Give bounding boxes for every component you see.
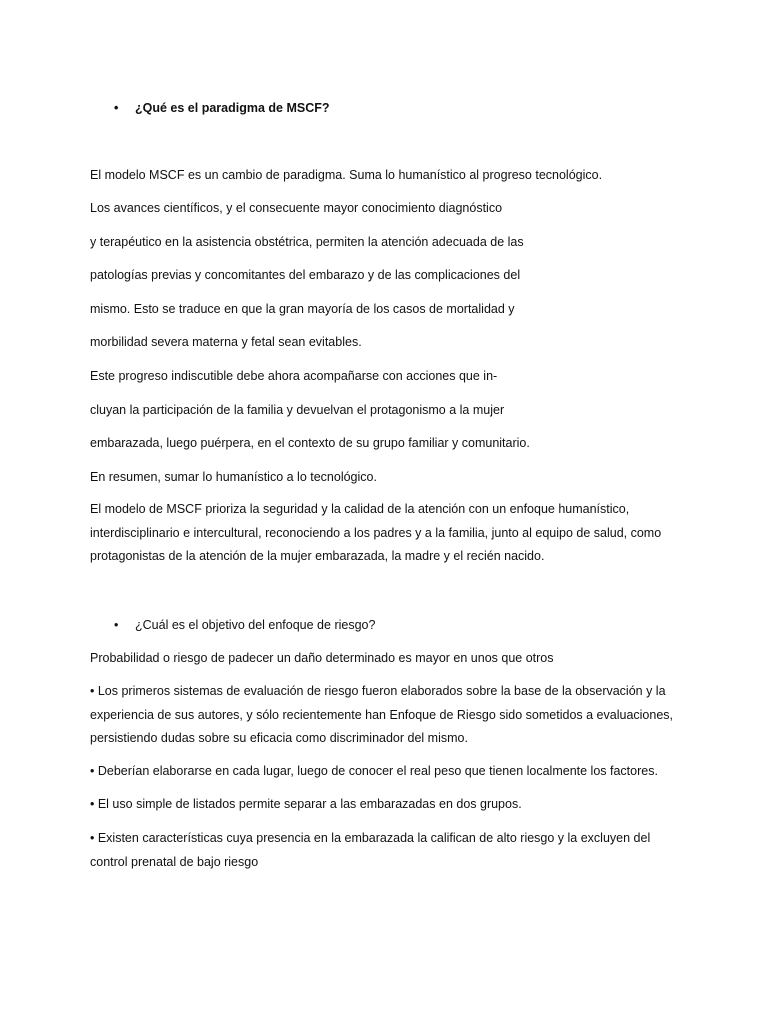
list-item: • Existen características cuya presencia en la embarazada la califican de alto riesgo y la excluyen del control prenatal de bajo riesgo	[90, 831, 651, 869]
section2-intro: Probabilidad o riesgo de padecer un daño determinado es mayor en unos que otros	[90, 651, 554, 665]
list-item: • Deberían elaborarse en cada lugar, luego de conocer el real peso que tienen localmente los factores.	[90, 764, 658, 778]
section1-paragraph: El modelo de MSCF prioriza la seguridad y la calidad de la atención con un enfoque humanístico, interdisciplinario e intercultural, reconociendo a los padres y a la familia, junto al equipo de salud, como protagonistas de la atención de la mujer embarazada, la madre y el recién nacido.	[90, 502, 662, 563]
section1-heading	[114, 100, 330, 116]
text-line: patologías previas y concomitantes del embarazo y de las complicaciones del	[90, 268, 521, 282]
text-line: Este progreso indiscutible debe ahora acompañarse con acciones que in-	[90, 369, 498, 383]
section2-heading	[114, 617, 375, 633]
text-line: cluyan la participación de la familia y devuelvan el protagonismo a la mujer	[90, 403, 505, 417]
text-line: Los avances científicos, y el consecuente mayor conocimiento diagnóstico	[90, 201, 503, 215]
text-line: mismo. Esto se traduce en que la gran mayoría de los casos de mortalidad y	[90, 302, 515, 316]
list-item: • El uso simple de listados permite separar a las embarazadas en dos grupos.	[90, 797, 522, 811]
bullet: •	[114, 101, 119, 115]
section2-title: ¿Cuál es el objetivo del enfoque de riesgo?	[135, 618, 376, 632]
text-line: El modelo MSCF es un cambio de paradigma. Suma lo humanístico al progreso tecnológico.	[90, 168, 603, 182]
text-line: morbilidad severa materna y fetal sean evitables.	[90, 335, 362, 349]
list-item: • Los primeros sistemas de evaluación de riesgo fueron elaborados sobre la base de la observación y la experiencia de sus autores, y sólo recientemente han Enfoque de Riesgo sido sometidos a evaluaciones, persistiendo dudas sobre su eficacia como discriminador del mismo.	[90, 684, 673, 745]
text-line: embarazada, luego puérpera, en el contexto de su grupo familiar y comunitario.	[90, 436, 530, 450]
text-line: En resumen, sumar lo humanístico a lo tecnológico.	[90, 470, 377, 484]
bullet: •	[114, 618, 119, 632]
section1-title: ¿Qué es el paradigma de MSCF?	[135, 101, 330, 115]
text-line: y terapéutico en la asistencia obstétrica, permiten la atención adecuada de las	[90, 235, 524, 249]
